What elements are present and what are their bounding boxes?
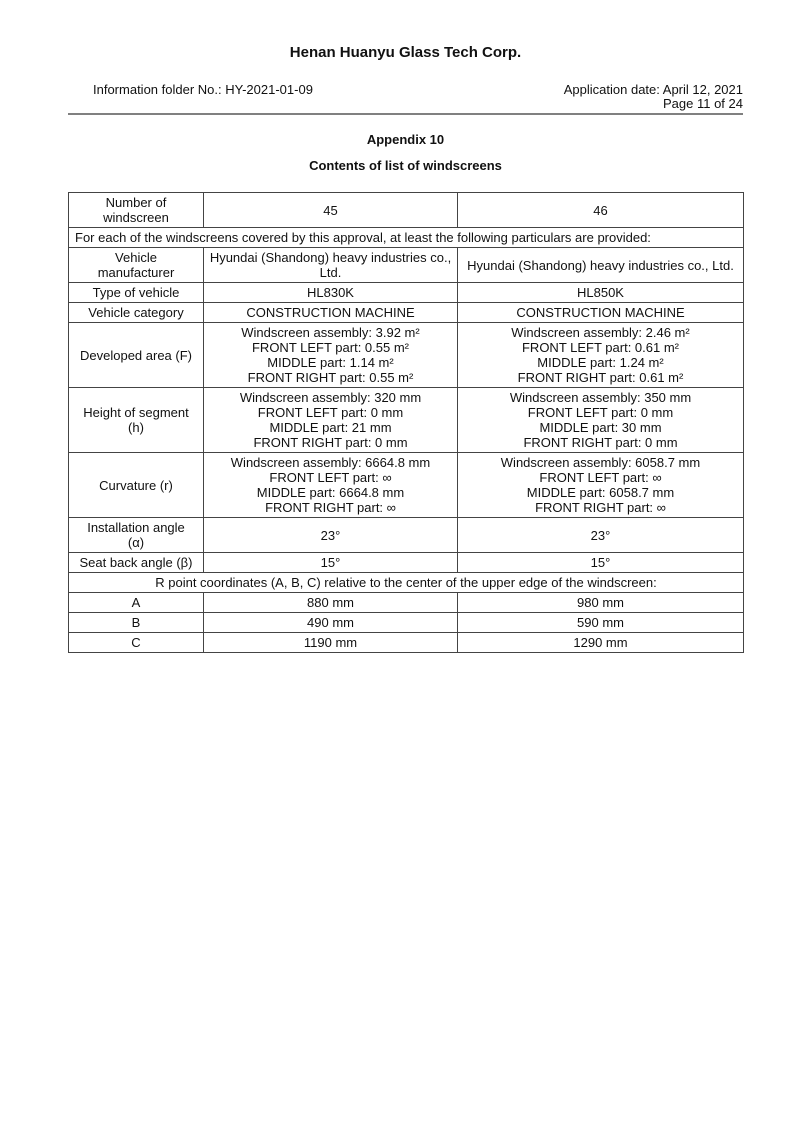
cell-line: Vehicle [115,250,157,265]
table-row [69,573,744,593]
cell-line: windscreen [103,210,169,225]
windscreen-table [68,192,744,653]
cell-line: MIDDLE part: 6058.7 mm [526,485,675,500]
cell-line: MIDDLE part: 21 mm [269,420,392,435]
meta-right-block [564,83,743,111]
table-row [69,283,744,303]
cell-line: MIDDLE part: 6664.8 mm [256,485,405,500]
value-cell-windscreen-46: 15° [458,553,744,573]
cell-line: FRONT LEFT part: 0 mm [527,405,674,420]
cell-line: Number of [105,195,167,210]
value-cell-windscreen-45: 1190 mm [204,633,458,653]
value-cell-windscreen-45: HL830K [204,283,458,303]
contents-title: Contents of list of windscreens [309,158,502,173]
cell-line: MIDDLE part: 1.14 m² [267,355,394,370]
value-cell-windscreen-45: 490 mm [204,613,458,633]
cell-line: FRONT LEFT part: 0.61 m² [521,340,679,355]
cell-line: (α) [127,535,145,550]
table-note-cell: For each of the windscreens covered by this approval, at least the following particulars are provided: [69,228,744,248]
table-row [69,553,744,573]
table-row [69,613,744,633]
application-date: Application date: April 12, 2021 [563,82,743,97]
table-row [69,303,744,323]
row-label-cell: C [69,633,204,653]
value-cell-windscreen-45 [204,388,458,453]
cell-line: manufacturer [97,265,175,280]
cell-line: MIDDLE part: 1.24 m² [537,355,664,370]
cell-line: Windscreen assembly: 6058.7 mm [500,455,701,470]
table-row [69,453,744,518]
value-cell-windscreen-46: HL850K [458,283,744,303]
value-cell-windscreen-45: 15° [204,553,458,573]
row-label-cell: Seat back angle (β) [69,553,204,573]
row-label-cell: A [69,593,204,613]
cell-line: Installation angle [87,520,185,535]
document-meta [68,83,743,111]
value-cell-windscreen-45: CONSTRUCTION MACHINE [204,303,458,323]
value-cell-windscreen-46: Hyundai (Shandong) heavy industries co., Ltd. [458,248,744,283]
row-label-cell: Developed area (F) [69,323,204,388]
cell-line: Windscreen assembly: 2.46 m² [511,325,690,340]
row-label-cell: Vehicle category [69,303,204,323]
appendix-title: Appendix 10 [366,132,445,147]
header-divider [68,113,743,115]
cell-line: FRONT LEFT part: 0 mm [257,405,404,420]
table-note-cell: R point coordinates (A, B, C) relative to the center of the upper edge of the windscreen: [69,573,744,593]
value-cell-windscreen-45: 880 mm [204,593,458,613]
table-row [69,193,744,228]
table-row [69,228,744,248]
value-cell-windscreen-46: 1290 mm [458,633,744,653]
table-row [69,323,744,388]
cell-line: (h) [128,420,144,435]
cell-line: FRONT RIGHT part: 0.55 m² [247,370,414,385]
value-cell-windscreen-46 [458,323,744,388]
windscreen-table-body [69,193,744,653]
cell-line: FRONT LEFT part: ∞ [539,470,662,485]
row-label-cell: B [69,613,204,633]
row-label-cell: Curvature (r) [69,453,204,518]
value-cell-windscreen-46: 46 [458,193,744,228]
cell-line: FRONT LEFT part: 0.55 m² [251,340,409,355]
value-cell-windscreen-46 [458,388,744,453]
table-row [69,633,744,653]
cell-line: MIDDLE part: 30 mm [539,420,662,435]
table-row [69,248,744,283]
value-cell-windscreen-46: 980 mm [458,593,744,613]
row-label-cell [69,248,204,283]
page-title: Henan Huanyu Glass Tech Corp. [289,44,522,61]
value-cell-windscreen-45: 45 [204,193,458,228]
cell-line: FRONT RIGHT part: ∞ [535,500,666,515]
cell-line: Windscreen assembly: 3.92 m² [241,325,420,340]
value-cell-windscreen-45 [204,323,458,388]
value-cell-windscreen-45: 23° [204,518,458,553]
cell-line: FRONT RIGHT part: 0 mm [523,435,678,450]
page-number: Page 11 of 24 [663,96,743,111]
cell-line: FRONT RIGHT part: 0.61 m² [517,370,684,385]
cell-line: Windscreen assembly: 6664.8 mm [230,455,431,470]
cell-line: FRONT RIGHT part: 0 mm [253,435,408,450]
cell-line: Height of segment [83,405,189,420]
value-cell-windscreen-46 [458,453,744,518]
cell-line: Windscreen assembly: 320 mm [239,390,422,405]
cell-line: Windscreen assembly: 350 mm [509,390,692,405]
table-row [69,388,744,453]
cell-line: FRONT LEFT part: ∞ [269,470,392,485]
info-folder-number: Information folder No.: HY-2021-01-09 [93,82,313,97]
row-label-cell [69,518,204,553]
value-cell-windscreen-45: Hyundai (Shandong) heavy industries co., Ltd. [204,248,458,283]
value-cell-windscreen-46: CONSTRUCTION MACHINE [458,303,744,323]
row-label-cell [69,193,204,228]
value-cell-windscreen-46: 590 mm [458,613,744,633]
row-label-cell [69,388,204,453]
value-cell-windscreen-45 [204,453,458,518]
value-cell-windscreen-46: 23° [458,518,744,553]
table-row [69,593,744,613]
cell-line: FRONT RIGHT part: ∞ [265,500,396,515]
row-label-cell: Type of vehicle [69,283,204,303]
table-row [69,518,744,553]
